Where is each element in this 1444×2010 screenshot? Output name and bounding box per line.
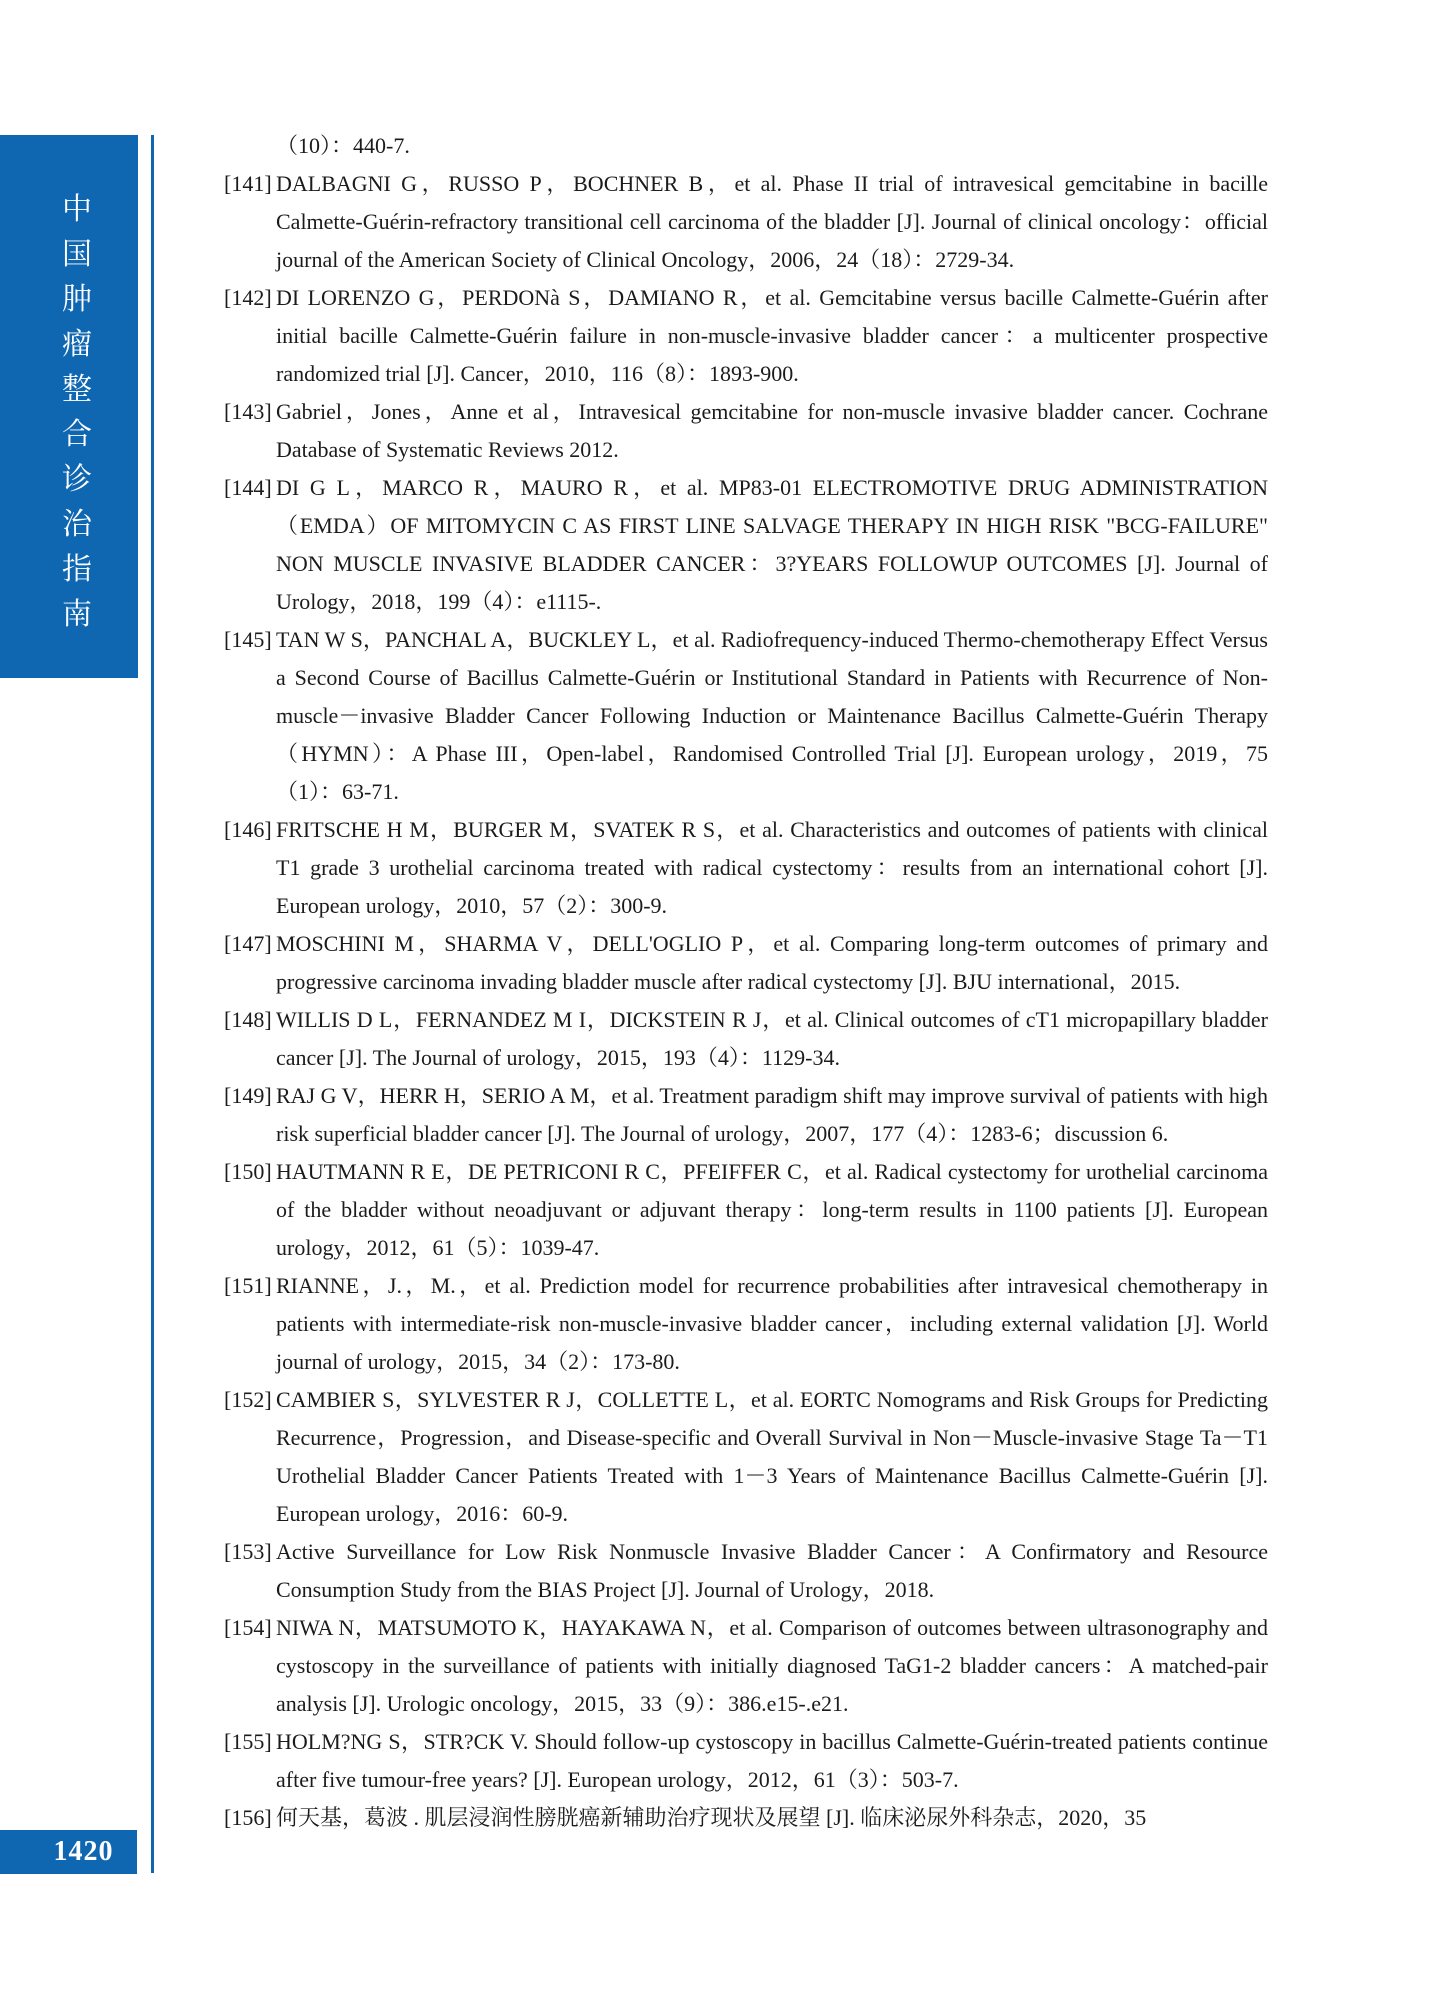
sidebar-spine bbox=[0, 135, 138, 678]
sidebar-divider-line bbox=[151, 135, 154, 1873]
reference-entry bbox=[224, 127, 1268, 165]
reference-number: [143] bbox=[224, 399, 272, 424]
reference-entry bbox=[224, 279, 1268, 393]
reference-entry bbox=[224, 621, 1268, 811]
reference-entry bbox=[224, 1723, 1268, 1799]
sidebar-title-char: 南 bbox=[62, 598, 92, 631]
reference-number: [144] bbox=[224, 475, 272, 500]
reference-number: [155] bbox=[224, 1729, 272, 1754]
sidebar-title-char: 治 bbox=[62, 508, 92, 541]
reference-entry bbox=[224, 1153, 1268, 1267]
reference-entry bbox=[224, 925, 1268, 1001]
reference-entry bbox=[224, 1267, 1268, 1381]
reference-number: [147] bbox=[224, 931, 272, 956]
reference-number: [145] bbox=[224, 627, 272, 652]
reference-text: TAN W S，PANCHAL A，BUCKLEY L，et al. Radiofrequency-induced Thermo-chemotherapy Effect Versus a Second Course of Bacillus Calmette-Guérin or Institutional Standard in Patients with Recurrence of Non-muscle－invasive Bladder Cancer Following Induction or Maintenance Bacillus Calmette-Guérin Therapy（HYMN）：A Phase III，Open-label，Randomised Controlled Trial [J]. European urology，2019，75（1）：63-71. bbox=[276, 627, 1268, 804]
sidebar-title-char: 诊 bbox=[62, 463, 92, 496]
reference-text: FRITSCHE H M，BURGER M，SVATEK R S，et al. Characteristics and outcomes of patients with clinical T1 grade 3 urothelial carcinoma treated with radical cystectomy：results from an international cohort [J]. European urology，2010，57（2）：300-9. bbox=[276, 817, 1268, 918]
reference-text: HOLM?NG S，STR?CK V. Should follow-up cystoscopy in bacillus Calmette-Guérin-treated patients continue after five tumour-free years? [J]. European urology，2012，61（3）：503-7. bbox=[276, 1729, 1268, 1792]
reference-number: [151] bbox=[224, 1273, 272, 1298]
reference-text: DI G L，MARCO R，MAURO R，et al. MP83-01 ELECTROMOTIVE DRUG ADMINISTRATION（EMDA）OF MITOMYCIN C AS FIRST LINE SALVAGE THERAPY IN HIGH RISK "BCG-FAILURE" NON MUSCLE INVASIVE BLADDER CANCER：3?YEARS FOLLOWUP OUTCOMES [J]. Journal of Urology，2018，199（4）：e1115-. bbox=[276, 475, 1268, 614]
reference-entry bbox=[224, 1381, 1268, 1533]
reference-number: [156] bbox=[224, 1805, 272, 1830]
reference-text: Active Surveillance for Low Risk Nonmuscle Invasive Bladder Cancer：A Confirmatory and Resource Consumption Study from the BIAS Project [J]. Journal of Urology，2018. bbox=[276, 1539, 1268, 1602]
page-number: 1420 bbox=[53, 1836, 114, 1867]
reference-text: RIANNE，J.，M.，et al. Prediction model for recurrence probabilities after intravesical chemotherapy in patients with intermediate-risk non-muscle-invasive bladder cancer，including external validation [J]. World journal of urology，2015，34（2）：173-80. bbox=[276, 1273, 1268, 1374]
reference-text: （10）：440-7. bbox=[276, 133, 410, 158]
reference-text: CAMBIER S，SYLVESTER R J，COLLETTE L，et al. EORTC Nomograms and Risk Groups for Predicting Recurrence，Progression，and Disease-specific and Overall Survival in Non－Muscle-invasive Stage Ta－T1 Urothelial Bladder Cancer Patients Treated with 1－3 Years of Maintenance Bacillus Calmette-Guérin [J]. European urology，2016：60-9. bbox=[276, 1387, 1268, 1526]
sidebar-title-char: 指 bbox=[62, 553, 92, 586]
reference-text: MOSCHINI M，SHARMA V，DELL'OGLIO P，et al. Comparing long-term outcomes of primary and progressive carcinoma invading bladder muscle after radical cystectomy [J]. BJU international，2015. bbox=[276, 931, 1268, 994]
reference-text: WILLIS D L，FERNANDEZ M I，DICKSTEIN R J，et al. Clinical outcomes of cT1 micropapillary bladder cancer [J]. The Journal of urology，2015，193（4）：1129-34. bbox=[276, 1007, 1268, 1070]
reference-text: Gabriel，Jones，Anne et al，Intravesical gemcitabine for non-muscle invasive bladder cancer. Cochrane Database of Systematic Reviews 2012. bbox=[276, 399, 1268, 462]
reference-text: RAJ G V，HERR H，SERIO A M，et al. Treatment paradigm shift may improve survival of patients with high risk superficial bladder cancer [J]. The Journal of urology，2007，177（4）：1283-6；discussion 6. bbox=[276, 1083, 1268, 1146]
reference-number: [149] bbox=[224, 1083, 272, 1108]
reference-text: NIWA N，MATSUMOTO K，HAYAKAWA N，et al. Comparison of outcomes between ultrasonography and cystoscopy in the surveillance of patients with initially diagnosed TaG1-2 bladder cancers：A matched-pair analysis [J]. Urologic oncology，2015，33（9）：386.e15-.e21. bbox=[276, 1615, 1268, 1716]
reference-entry bbox=[224, 469, 1268, 621]
reference-number: [152] bbox=[224, 1387, 272, 1412]
reference-text: 何天基，葛波 . 肌层浸润性膀胱癌新辅助治疗现状及展望 [J]. 临床泌尿外科杂志，2020，35 bbox=[276, 1805, 1147, 1830]
reference-entry bbox=[224, 165, 1268, 279]
references-list bbox=[224, 127, 1268, 1837]
page-number-badge bbox=[0, 1830, 137, 1874]
reference-entry bbox=[224, 1077, 1268, 1153]
reference-entry bbox=[224, 1799, 1268, 1837]
reference-entry bbox=[224, 1533, 1268, 1609]
sidebar-title-char: 国 bbox=[62, 238, 92, 271]
sidebar-title-char: 整 bbox=[62, 373, 92, 406]
sidebar-title-char: 合 bbox=[62, 418, 92, 451]
reference-number: [146] bbox=[224, 817, 272, 842]
reference-entry bbox=[224, 1609, 1268, 1723]
reference-number: [150] bbox=[224, 1159, 272, 1184]
reference-text: HAUTMANN R E，DE PETRICONI R C，PFEIFFER C，et al. Radical cystectomy for urothelial carcinoma of the bladder without neoadjuvant or adjuvant therapy：long-term results in 1100 patients [J]. European urology，2012，61（5）：1039-47. bbox=[276, 1159, 1268, 1260]
sidebar-title-char: 中 bbox=[62, 193, 92, 226]
reference-text: DI LORENZO G，PERDONà S，DAMIANO R，et al. Gemcitabine versus bacille Calmette-Guérin after initial bacille Calmette-Guérin failure in non-muscle-invasive bladder cancer：a multicenter prospective randomized trial [J]. Cancer，2010，116（8）：1893-900. bbox=[276, 285, 1268, 386]
reference-text: DALBAGNI G，RUSSO P，BOCHNER B，et al. Phase II trial of intravesical gemcitabine in bacille Calmette-Guérin-refractory transitional cell carcinoma of the bladder [J]. Journal of clinical oncology：official journal of the American Society of Clinical Oncology，2006，24（18）：2729-34. bbox=[276, 171, 1268, 272]
reference-number: [141] bbox=[224, 171, 272, 196]
reference-number: [148] bbox=[224, 1007, 272, 1032]
sidebar-title-char: 瘤 bbox=[62, 328, 92, 361]
reference-entry bbox=[224, 1001, 1268, 1077]
reference-number: [154] bbox=[224, 1615, 272, 1640]
reference-number: [153] bbox=[224, 1539, 272, 1564]
reference-number: [142] bbox=[224, 285, 272, 310]
reference-entry bbox=[224, 393, 1268, 469]
sidebar-title-char: 肿 bbox=[62, 283, 92, 316]
reference-entry bbox=[224, 811, 1268, 925]
